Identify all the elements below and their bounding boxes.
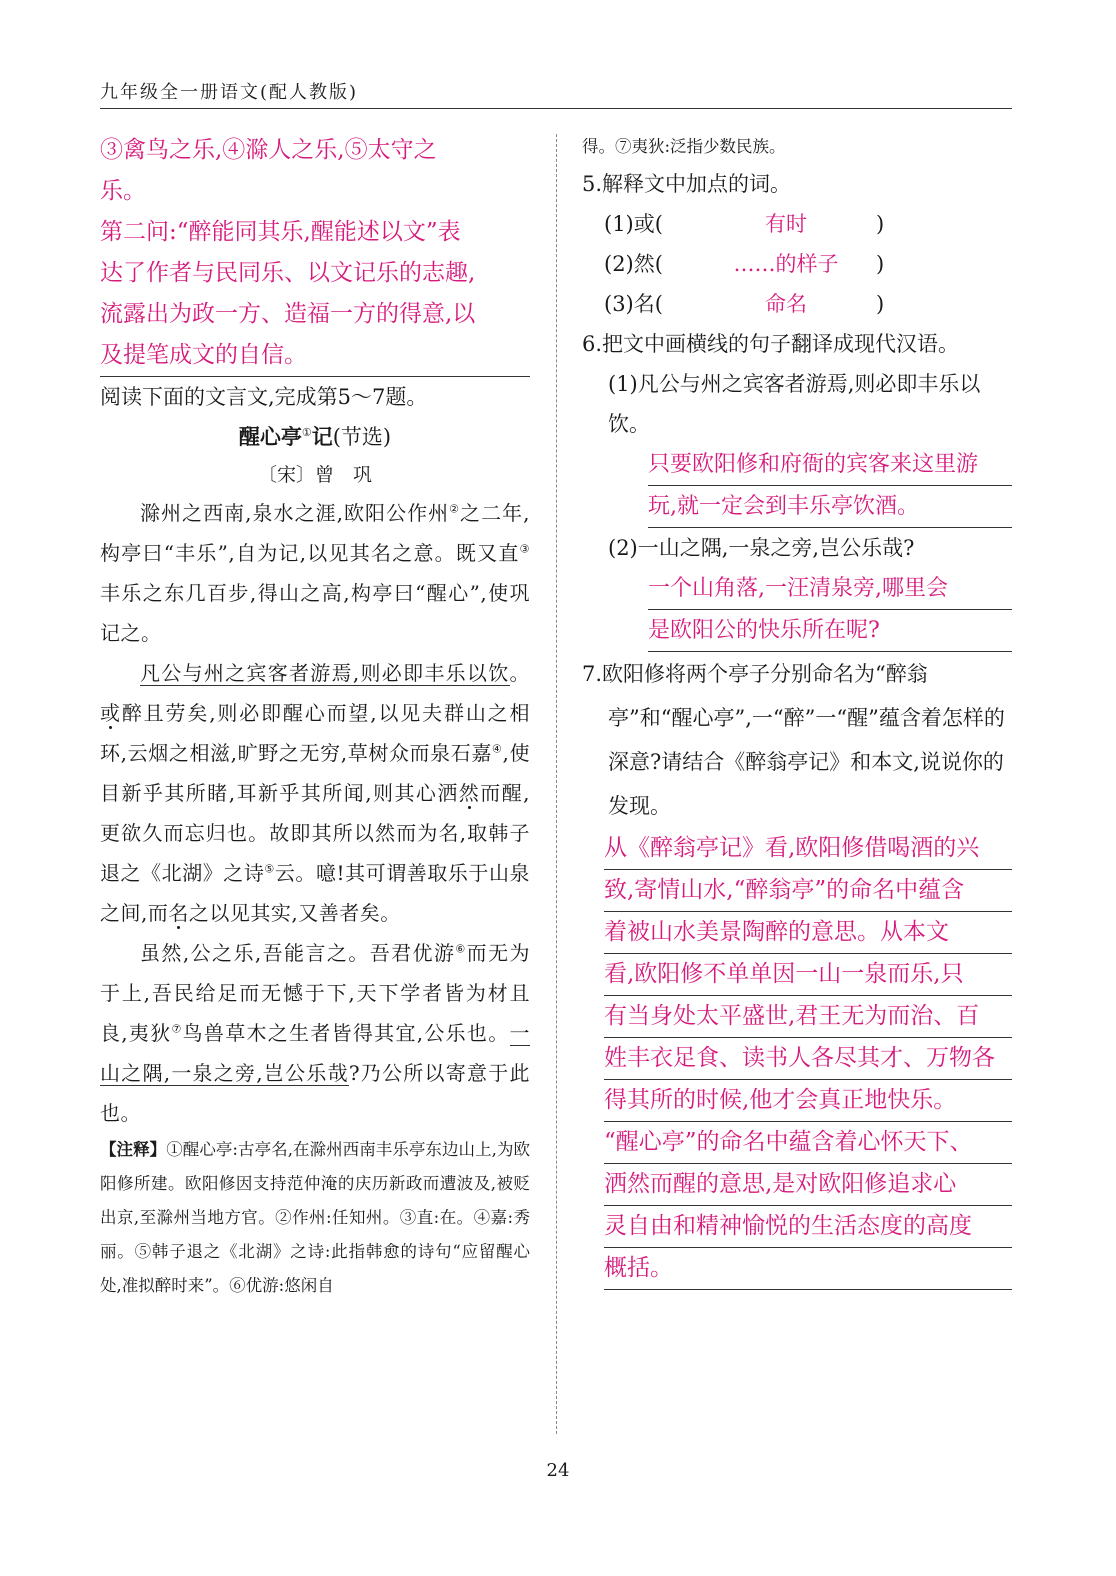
title-main: 醒心亭 xyxy=(238,425,302,449)
question-6-answer-2 xyxy=(582,568,1012,652)
answer-fill: ……的样子 xyxy=(733,252,839,276)
underlined-sentence-1: 凡公与州之宾客者游焉,则必即丰乐以饮 xyxy=(140,661,510,685)
footnote-ref: ④ xyxy=(492,742,503,756)
dotted-word-ran: 然 xyxy=(458,781,481,805)
answer-line: 看,欧阳修不单单因一山一泉而乐,只 xyxy=(604,954,1012,996)
answer-line: 着被山水美景陶醉的意思。从本文 xyxy=(604,912,1012,954)
annotations-continued: 得。⑦夷狄:泛指少数民族。 xyxy=(582,137,786,156)
header-rule xyxy=(100,108,1012,109)
column-divider xyxy=(556,134,557,1434)
title-selection: (节选) xyxy=(332,425,392,449)
footnote-ref: ⑥ xyxy=(455,942,467,956)
question-5-item: (1)或( 有时 ) xyxy=(582,204,1012,244)
title-suffix: 记 xyxy=(311,425,333,449)
answer-line: 只要欧阳修和府衙的宾客来这里游 xyxy=(648,444,1012,486)
answer-line: “醒心亭”的命名中蕴含着心怀天下、 xyxy=(604,1122,1012,1164)
question-5-item: (3)名( 命名 ) xyxy=(582,284,1012,324)
question-6-sub-2: (2)一山之隅,一泉之旁,岂公乐哉? xyxy=(608,536,915,560)
answer-line: 玩,就一定会到丰乐亭饮酒。 xyxy=(648,486,1012,528)
answer-line: 一个山角落,一汪清泉旁,哪里会 xyxy=(648,568,1012,610)
passage-title xyxy=(100,417,530,457)
previous-answer xyxy=(100,130,530,377)
passage-author: 〔宋〕曾 巩 xyxy=(257,464,372,486)
passage-paragraph-3: 虽然,公之乐,吾能言之。吾君优游⑥而无为于上,吾民给足而无憾于下,天下学者皆为材且良,夷狄⑦鸟兽草木之生者皆得其宜,公乐也。一山之隅,一泉之旁,岂公乐哉?乃公所以寄意于此也。 xyxy=(100,941,530,1125)
answer-line: 及提笔成文的自信。 xyxy=(100,335,530,377)
footnote-ref: ② xyxy=(449,502,461,516)
answer-fill: 命名 xyxy=(765,292,807,316)
question-6-answer-1 xyxy=(582,444,1012,528)
answer-line: 灵自由和精神愉悦的生活态度的高度 xyxy=(604,1206,1012,1248)
answer-line: 是欧阳公的快乐所在呢? xyxy=(648,610,1012,652)
answer-line: 乐。 xyxy=(100,178,146,204)
answer-fill: 有时 xyxy=(765,212,807,236)
answer-line: 第二问:“醉能同其乐,醒能述以文”表 xyxy=(100,219,461,245)
annotation-label: 【注释】 xyxy=(100,1140,167,1159)
answer-line: 致,寄情山水,“醉翁亭”的命名中蕴含 xyxy=(604,870,1012,912)
right-column xyxy=(582,130,1012,1290)
annotations xyxy=(100,1133,530,1303)
passage-paragraph-1: 滁州之西南,泉水之涯,欧阳公作州②之二年,构亭曰“丰乐”,自为记,以见其名之意。既又直③丰乐之东几百步,得山之高,构亭曰“醒心”,使巩记之。 xyxy=(100,501,530,645)
answer-line: 姓丰衣足食、读书人各尽其才、万物各 xyxy=(604,1038,1012,1080)
question-6-stem: 6.把文中画横线的句子翻译成现代汉语。 xyxy=(582,332,960,356)
footnote-ref: ⑦ xyxy=(171,1022,183,1036)
left-column xyxy=(100,130,530,1303)
passage-paragraph-2: 凡公与州之宾客者游焉,则必即丰乐以饮。或醉且劳矣,则必即醒心而望,以见夫群山之相环,云烟之相滋,旷野之无穷,草树众而泉石嘉④,使目新乎其所睹,耳新乎其所闻,则其心洒然而醒,更欲久而忘归也。故即其所以然而为名,取韩子退之《北湖》之诗⑤云。噫!其可谓善取乐于山泉之间,而名之以见其实,又善者矣。 xyxy=(100,661,531,925)
answer-line: 达了作者与民同乐、以文记乐的志趣, xyxy=(100,260,476,286)
footnote-ref: ⑤ xyxy=(264,862,275,876)
question-6-sub-1: (1)凡公与州之宾客者游焉,则必即丰乐以饮。 xyxy=(608,372,981,436)
dotted-word-ming: 名 xyxy=(168,901,189,925)
dotted-word-huo: 或 xyxy=(100,701,122,725)
underlined-sentence-2: 一山之隅,一泉之旁,岂公乐哉 xyxy=(100,1021,530,1085)
annotation-text: ①醒心亭:古亭名,在滁州西南丰乐亭东边山上,为欧阳修所建。欧阳修因支持范仲淹的庆历新政而遭波及,被贬出京,至滁州当地方官。②作州:任知州。③直:在。④嘉:秀丽。⑤韩子退之《北湖》之诗:此指韩愈的诗句“应留醒心处,准拟醉时来”。⑥优游:悠闲自 xyxy=(100,1140,530,1295)
answer-line: ③禽鸟之乐,④滁人之乐,⑤太守之 xyxy=(100,137,437,163)
footnote-ref: ③ xyxy=(519,542,530,556)
footnote-ref: ① xyxy=(301,426,312,439)
question-7-stem: 7.欧阳修将两个亭子分别命名为“醉翁亭”和“醒心亭”,一“醉”一“醒”蕴含着怎样的深意?请结合《醉翁亭记》和本文,说说你的发现。 xyxy=(582,662,1005,818)
answer-line: 有当身处太平盛世,君王无为而治、百 xyxy=(604,996,1012,1038)
answer-line: 洒然而醒的意思,是对欧阳修追求心 xyxy=(604,1164,1012,1206)
reading-instruction: 阅读下面的文言文,完成第5～7题。 xyxy=(100,385,428,409)
answer-line: 得其所的时候,他才会真正地快乐。 xyxy=(604,1080,1012,1122)
question-5-item: (2)然( ……的样子 ) xyxy=(582,244,1012,284)
answer-line: 流露出为政一方、造福一方的得意,以 xyxy=(100,301,476,327)
question-7-answer xyxy=(582,828,1012,1290)
page-header: 九年级全一册语文(配人教版) xyxy=(100,82,359,103)
question-5-stem: 5.解释文中加点的词。 xyxy=(582,172,792,196)
answer-line: 概括。 xyxy=(604,1248,1012,1290)
answer-line: 从《醉翁亭记》看,欧阳修借喝酒的兴 xyxy=(604,828,1012,870)
page-number: 24 xyxy=(546,1460,570,1481)
